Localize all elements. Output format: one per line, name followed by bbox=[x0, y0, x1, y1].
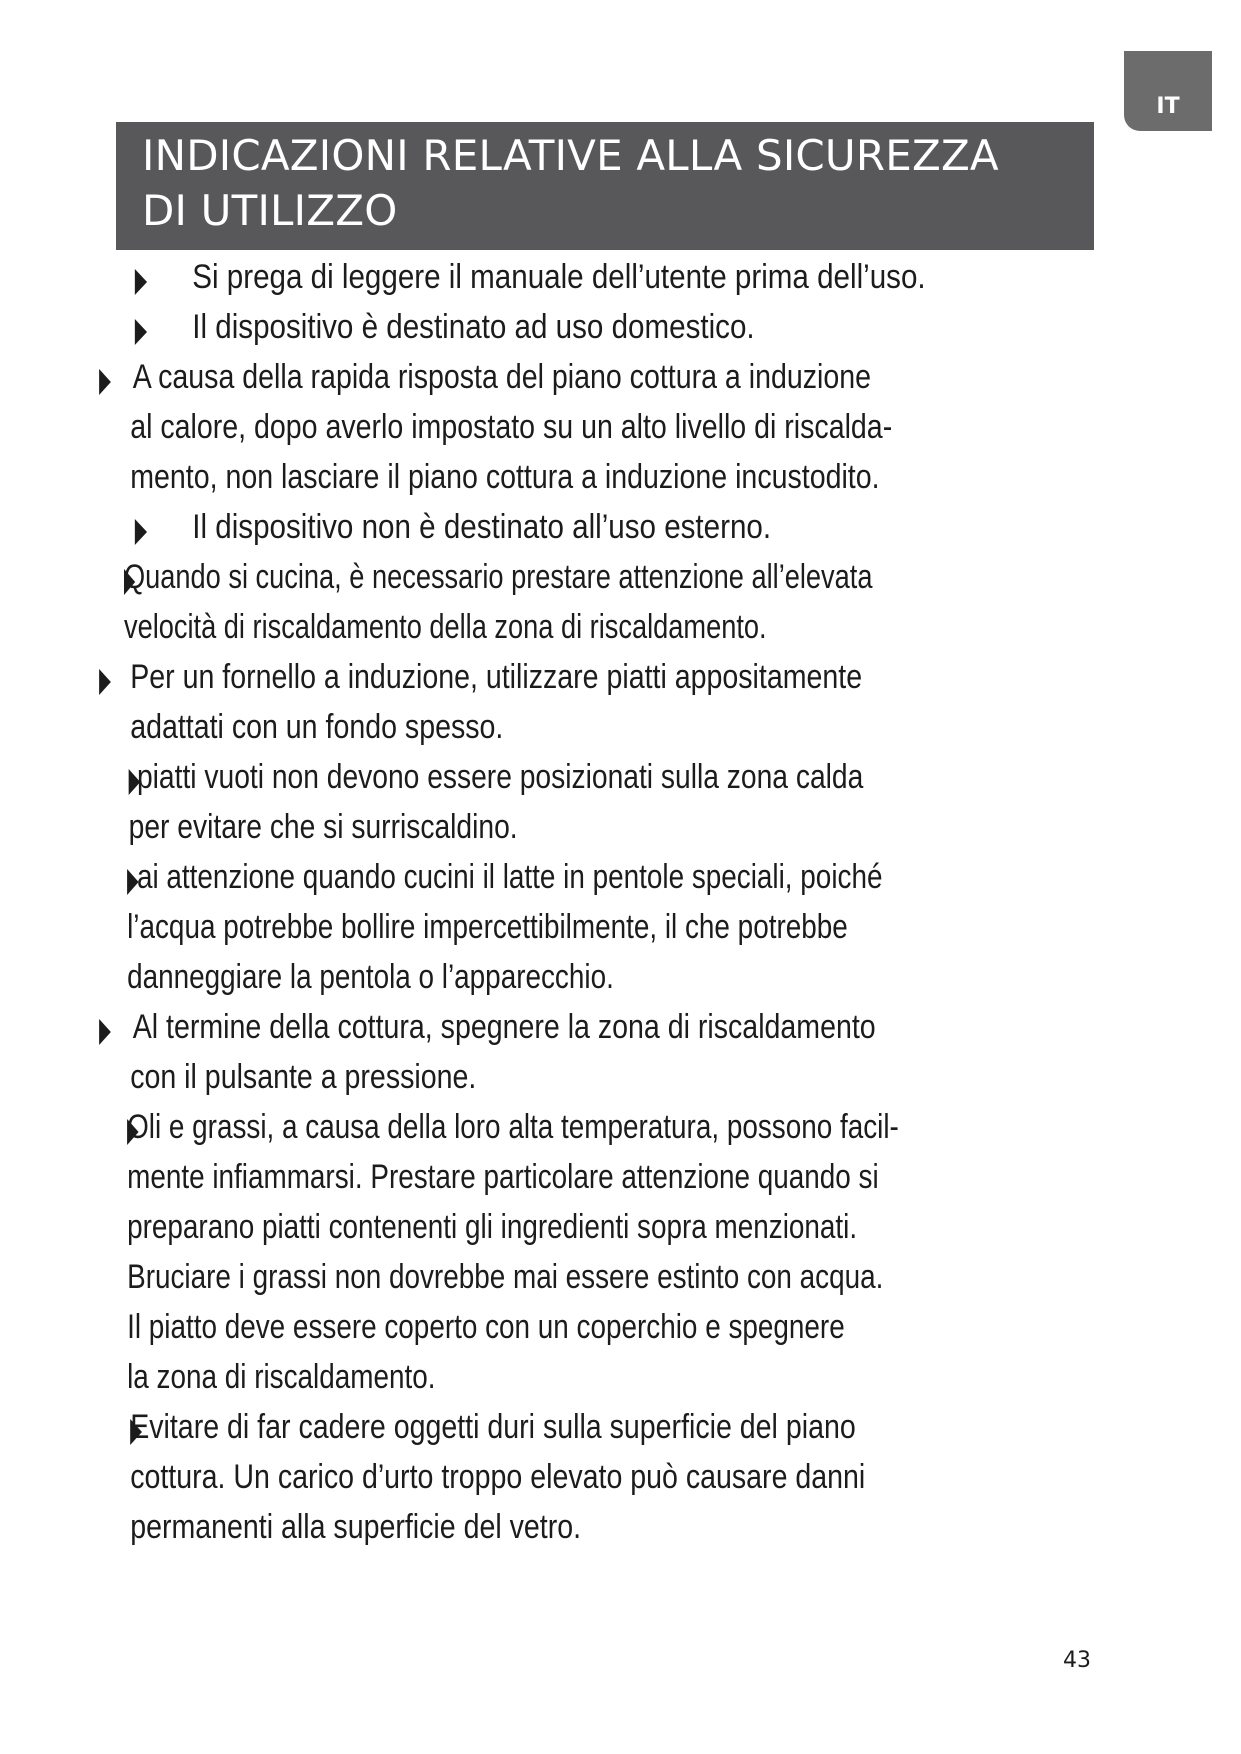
bullet-icon bbox=[129, 769, 141, 795]
list-item bbox=[0, 352, 1042, 502]
list-item bbox=[0, 302, 1080, 352]
list-item-line: mento, non lasciare il piano cottura a induzione incustodito. bbox=[130, 458, 880, 496]
list-item bbox=[0, 502, 1080, 552]
list-item-line: la zona di riscaldamento. bbox=[127, 1358, 436, 1396]
list-item-line: Il dispositivo è destinato ad uso domestico. bbox=[192, 308, 755, 346]
list-item-line: danneggiare la pentola o l’apparecchio. bbox=[127, 958, 614, 996]
bullet-icon bbox=[130, 1419, 142, 1445]
list-item-line: Bruciare i grassi non dovrebbe mai essere estinto con acqua. bbox=[127, 1258, 884, 1296]
list-item-line: al calore, dopo averlo impostato su un alto livello di riscalda- bbox=[130, 408, 893, 446]
list-item-line: Si prega di leggere il manuale dell’utente prima dell’uso. bbox=[192, 258, 926, 296]
section-title bbox=[142, 128, 1068, 238]
list-item bbox=[0, 652, 1042, 752]
bullet-icon bbox=[99, 1019, 111, 1045]
list-item-line: mente infiammarsi. Prestare particolare attenzione quando si bbox=[127, 1158, 879, 1196]
list-item-line: Al termine della cottura, spegnere la zona di riscaldamento bbox=[132, 1008, 876, 1046]
list-item-line: piatti vuoti non devono essere posizionati sulla zona calda bbox=[136, 758, 864, 796]
list-item-line: adattati con un fondo spesso. bbox=[130, 708, 504, 746]
list-item-line: cottura. Un carico d’urto troppo elevato può causare danni bbox=[130, 1458, 866, 1496]
list-item-line: Il piatto deve essere coperto con un coperchio e spegnere bbox=[127, 1308, 845, 1346]
list-item bbox=[0, 552, 993, 652]
list-item-line: l’acqua potrebbe bollire impercettibilmente, il che potrebbe bbox=[127, 908, 848, 946]
list-item-line: Il dispositivo non è destinato all’uso esterno. bbox=[192, 508, 772, 546]
bullet-icon bbox=[135, 319, 147, 345]
language-tab: IT bbox=[1124, 51, 1212, 131]
bullet-icon bbox=[99, 369, 111, 395]
list-item-line: permanenti alla superficie del vetro. bbox=[130, 1508, 582, 1546]
section-title-line-2: DI UTILIZZO bbox=[142, 186, 398, 235]
list-item-line: con il pulsante a pressione. bbox=[130, 1058, 477, 1096]
section-header bbox=[116, 122, 1094, 250]
list-item-line: Evitare di far cadere oggetti duri sulla superficie del piano bbox=[130, 1408, 856, 1446]
list-item bbox=[0, 752, 1030, 852]
list-item-line: preparano piatti contenenti gli ingredienti sopra menzionati. bbox=[127, 1208, 858, 1246]
list-item-line: per evitare che si surriscaldino. bbox=[128, 808, 518, 846]
list-item-line: A causa della rapida risposta del piano cottura a induzione bbox=[132, 358, 872, 396]
safety-list bbox=[0, 252, 1241, 1552]
list-item bbox=[0, 852, 1018, 1002]
list-item bbox=[0, 1102, 1018, 1402]
page-number: 43 bbox=[1063, 1648, 1091, 1673]
bullet-icon bbox=[127, 869, 138, 895]
bullet-icon bbox=[124, 569, 135, 595]
list-item bbox=[0, 252, 1080, 302]
bullet-icon bbox=[135, 269, 147, 295]
list-item-line: Quando si cucina, è necessario prestare attenzione all’elevata bbox=[124, 558, 873, 596]
section-title-line-1: INDICAZIONI RELATIVE ALLA SICUREZZA bbox=[142, 131, 999, 180]
bullet-icon bbox=[127, 1119, 138, 1145]
list-item bbox=[0, 1402, 1042, 1552]
list-item bbox=[0, 1002, 1042, 1102]
bullet-icon bbox=[135, 519, 147, 545]
list-item-line: ai attenzione quando cucini il latte in pentole speciali, poiché bbox=[136, 858, 883, 896]
bullet-icon bbox=[99, 669, 111, 695]
list-item-line: velocità di riscaldamento della zona di riscaldamento. bbox=[124, 608, 767, 646]
list-item-line: Per un fornello a induzione, utilizzare piatti appositamente bbox=[130, 658, 863, 696]
list-item-line: Oli e grassi, a causa della loro alta temperatura, possono facil- bbox=[127, 1108, 899, 1146]
